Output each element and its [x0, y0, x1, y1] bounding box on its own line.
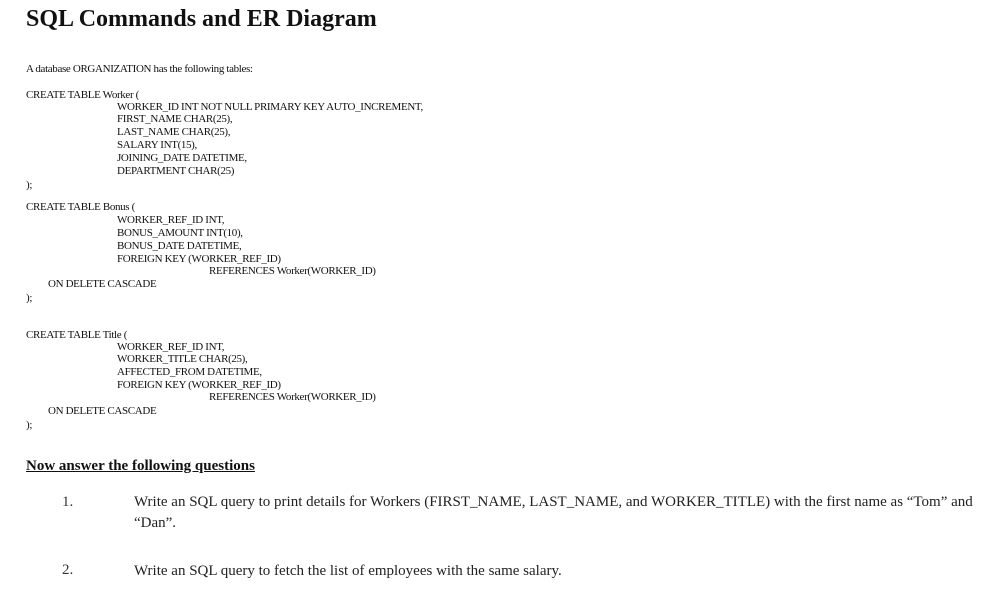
page-title: SQL Commands and ER Diagram	[26, 6, 377, 32]
worker-column-line: LAST_NAME CHAR(25),	[117, 126, 231, 138]
intro-text: A database ORGANIZATION has the following tables:	[26, 63, 253, 75]
bonus-references-line: REFERENCES Worker(WORKER_ID)	[209, 265, 376, 277]
title-column-line: FOREIGN KEY (WORKER_REF_ID)	[117, 379, 281, 391]
question-text: Write an SQL query to fetch the list of employees with the same salary.	[134, 563, 562, 579]
worker-table-header: CREATE TABLE Worker (	[26, 89, 139, 101]
title-column-line: WORKER_REF_ID INT,	[117, 341, 225, 353]
bonus-table-header: CREATE TABLE Bonus (	[26, 201, 135, 213]
question-text: Write an SQL query to print details for Workers (FIRST_NAME, LAST_NAME, and WORKER_TITLE) with the first name as “Tom” and “Dan”.	[134, 494, 973, 531]
worker-table-close: );	[26, 179, 33, 191]
worker-column-line: SALARY INT(15),	[117, 139, 197, 151]
bonus-column-line: BONUS_DATE DATETIME,	[117, 240, 242, 252]
title-column-line: WORKER_TITLE CHAR(25),	[117, 353, 248, 365]
worker-column-line: DEPARTMENT CHAR(25)	[117, 165, 235, 177]
bonus-column-line: WORKER_REF_ID INT,	[117, 214, 225, 226]
bonus-table-close: );	[26, 292, 33, 304]
question-number: 2.	[62, 562, 74, 578]
question-number: 1.	[62, 494, 74, 510]
title-table-header: CREATE TABLE Title (	[26, 329, 128, 341]
worker-column-line: JOINING_DATE DATETIME,	[117, 152, 247, 164]
bonus-column-line: BONUS_AMOUNT INT(10),	[117, 227, 243, 239]
questions-heading: Now answer the following questions	[26, 458, 255, 474]
worker-column-line: WORKER_ID INT NOT NULL PRIMARY KEY AUTO_INCREMENT,	[117, 101, 423, 113]
bonus-on-delete-line: ON DELETE CASCADE	[48, 278, 157, 290]
title-column-line: AFFECTED_FROM DATETIME,	[117, 366, 262, 378]
title-references-line: REFERENCES Worker(WORKER_ID)	[209, 391, 376, 403]
bonus-column-line: FOREIGN KEY (WORKER_REF_ID)	[117, 253, 281, 265]
title-table-close: );	[26, 419, 33, 431]
worker-column-line: FIRST_NAME CHAR(25),	[117, 113, 233, 125]
title-on-delete-line: ON DELETE CASCADE	[48, 405, 157, 417]
